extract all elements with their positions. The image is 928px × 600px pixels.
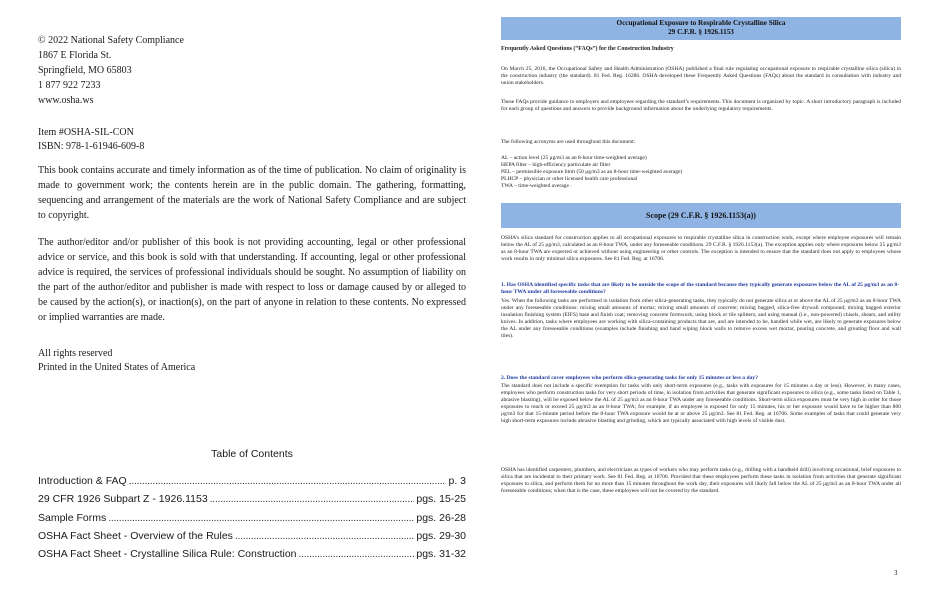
toc-entry [38, 509, 466, 527]
toc-leader-dots [299, 545, 415, 563]
toc-leader-dots [129, 472, 447, 490]
scope-section-banner [501, 203, 901, 228]
faq-title: Frequently Asked Questions (“FAQs”) for the Construction Industry [501, 46, 674, 52]
printed-in: Printed in the United States of America [38, 362, 196, 373]
document-citation: 29 C.F.R. § 1926.1153 [668, 28, 734, 36]
acronym-list [501, 155, 901, 190]
copyright-line: © 2022 National Safety Compliance [38, 35, 184, 46]
toc-leader-dots [210, 490, 415, 508]
toc-entry-page: pgs. 31-32 [416, 548, 466, 561]
toc-entry [38, 472, 466, 490]
legal-paragraph-1: This book contains accurate and timely information as of the time of publication. No claim of originality is made to government work; the contents herein are in the public domain. The gathering, formatting, sequencing and arrangement of the materials are the work of National Safety Compliance and are subject to copyright. [38, 165, 466, 221]
acronym-item: PEL – permissible exposure limit (50 μg/m3 as an 8-hour time-weighted average) [501, 169, 683, 176]
rights-block [38, 347, 195, 375]
scope-paragraph: OSHA’s silica standard for construction applies to all occupational exposures to respirable crystalline silica in construction work, except where employee exposures will remain below the AL of 25 μg/m3, calculated as an 8-hour TWA, under any foreseeable conditions. 29 C.F.R. § 1926.1153(a). The exception applies only where exposures below 25 μg/m3 as an 8-hour TWA are expected or achieved without using engineering or other controls. The exception is intended to ensure that the standard does not apply to employees whose work results in only minimal silica exposures. See 81 Fed. Reg. at 16706. [501, 235, 901, 263]
acronym-item: AL – action level (25 μg/m3 as an 8-hour time-weighted average) [501, 155, 647, 161]
acronyms-intro: The following acronyms are used throughout this document: [501, 139, 636, 145]
legal-notice [38, 163, 466, 337]
intro-paragraph: On March 25, 2016, the Occupational Safety and Health Administration (OSHA) published a final rule regulating occupational exposure to respirable crystalline silica (silica) in the construction industry (the standard). 81 Fed. Reg. 16286. OSHA developed these Frequently Asked Questions (FAQs) about the standard in consultation with industry and union stakeholders. [501, 66, 901, 87]
acronym-item: TWA – time-weighted average . [501, 183, 572, 190]
item-number: Item #OSHA-SIL-CON [38, 127, 134, 138]
table-of-contents [38, 448, 466, 563]
acronym-item: HEPA filter – high-efficiency particulate air filter [501, 162, 611, 169]
toc-entry-page: p. 3 [448, 475, 466, 487]
street-address: 1867 E Florida St. [38, 50, 112, 61]
toc-title: Table of Contents [211, 448, 293, 460]
publisher-block [38, 33, 184, 108]
scope-heading: Scope (29 C.F.R. § 1926.1153(a)) [646, 211, 756, 220]
toc-entry [38, 545, 466, 563]
website: www.osha.ws [38, 95, 94, 106]
document-title: Occupational Exposure to Respirable Crystalline Silica [616, 19, 786, 27]
faq-answer-2: The standard does not include a specific exemption for tasks with only short-term exposures (e.g., tasks with exposures for 15 minutes a day or less). However, in many cases, employees who perform construction tasks for very short periods of time, in isolation from activities that generate significant exposures to silica (e.g., some tasks listed on Table 1, abrasive blasting), will be exposed below the AL of 25 μg/m3 as an 8-hour TWA under any foreseeable conditions. Short-term silica exposures must be very high in order for those exposures to reach or exceed 25 μg/m3 as an 8-hour TWA; for example, if an employee is exposed for only 15 minutes, his or her exposure would have to be higher than 800 μg/m3 for that 15-minute period before the 8-hour TWA exposure would be at or above 25 μg/m3. See 81 Fed. Reg. at 16706. Some examples of tasks that could generate very high short-term exposures include abrasive blasting and grinding, which are typically associated with high levels of visible dust. [501, 383, 901, 425]
faq-question-2: 2. Does the standard cover employees who perform silica-generating tasks for only 15 minutes or less a day? [501, 375, 758, 381]
isbn: ISBN: 978-1-61946-609-8 [38, 141, 145, 152]
right-page [464, 0, 928, 600]
faq-answer-1: Yes. When the following tasks are performed in isolation from other silica-generating tasks, they typically do not generate silica at or above the AL of 25 μg/m3 as an 8-hour TWA under any foreseeable conditions: mixing small amounts of mortar; mixing small amounts of concrete; mixing bagged, silica-free drywall compound; mixing bagged exterior insulation finishing system (EIFS) base and finish coat; removing concrete formwork; using block or tile splitters; and using manual (i.e., non-powered) chisels, shears, and utility knives. In addition, tasks where employees are working with silica-containing products that are, and are intended to be, handled while wet, are likely to generate exposures below the AL under any foreseeable conditions (examples include finishing and hand wiping block walls to remove excess wet mortar, pouring concrete, and grouting floor and wall tiles). [501, 298, 901, 340]
toc-entry [38, 490, 466, 508]
rights-reserved: All rights reserved [38, 348, 113, 359]
toc-entry-page: pgs. 15-25 [416, 493, 466, 506]
toc-entry-page: pgs. 26-28 [416, 511, 466, 524]
workers-paragraph: OSHA has identified carpenters, plumbers, and electricians as types of workers who may perform tasks (e.g., drilling with a handheld drill) involving occasional, brief exposures to silica that are incidental to their primary work. See 81 Fed. Reg. at 16706. Provided that these employees perform these tasks in isolation from activities that generate significant exposures to silica, and perform them for no more than 15 minutes throughout the work day, their exposures will likely fall below the AL of 25 μg/m3 as an 8-hour TWA under all foreseeable conditions; when that is the case, these employees will not be covered by the standard. [501, 467, 901, 495]
toc-entry-label: OSHA Fact Sheet - Crystalline Silica Rule: Construction [38, 548, 297, 561]
toc-entry-page: pgs. 29-30 [416, 529, 466, 542]
toc-entry-label: 29 CFR 1926 Subpart Z - 1926.1153 [38, 493, 208, 506]
toc-leader-dots [235, 527, 414, 545]
legal-paragraph-2: The author/editor and/or publisher of this book is not providing accounting, legal or other professional advice or service, and this book is sold with that understanding. If accounting, legal or other professional advice is required, the services of professional individuals should be sought. No assumption of liability on the part of the author/editor and publisher is made with respect to loss or damage caused by or alleged to be caused by the action(s), or inaction(s), on the part of anyone in relation to these contents. No expressed or implied warranties are made. [38, 237, 466, 323]
faqs-paragraph: These FAQs provide guidance to employers and employees regarding the standard’s requirements. This document is organized by topic. A short introductory paragraph is included for each group of questions and answers to provide background information about the underlying regulatory requirements. [501, 99, 901, 113]
item-info [38, 126, 144, 154]
toc-leader-dots [108, 509, 414, 527]
toc-entry-label: Sample Forms [38, 511, 107, 524]
toc-entry [38, 527, 466, 545]
document-title-banner [501, 17, 901, 40]
acronym-item: PLHCP – physician or other licensed health care professional [501, 176, 638, 183]
city-state-zip: Springfield, MO 65803 [38, 65, 132, 76]
faq-question-1: 1. Has OSHA identified specific tasks that are likely to be outside the scope of the standard because they typically generate exposures below the AL of 25 μg/m3 as an 8-hour TWA under all foreseeable conditions? [501, 282, 900, 296]
page-number: 3 [894, 569, 898, 577]
toc-entry-label: Introduction & FAQ [38, 475, 127, 487]
phone-number: 1 877 922 7233 [38, 80, 101, 91]
toc-entry-label: OSHA Fact Sheet - Overview of the Rules [38, 529, 233, 542]
